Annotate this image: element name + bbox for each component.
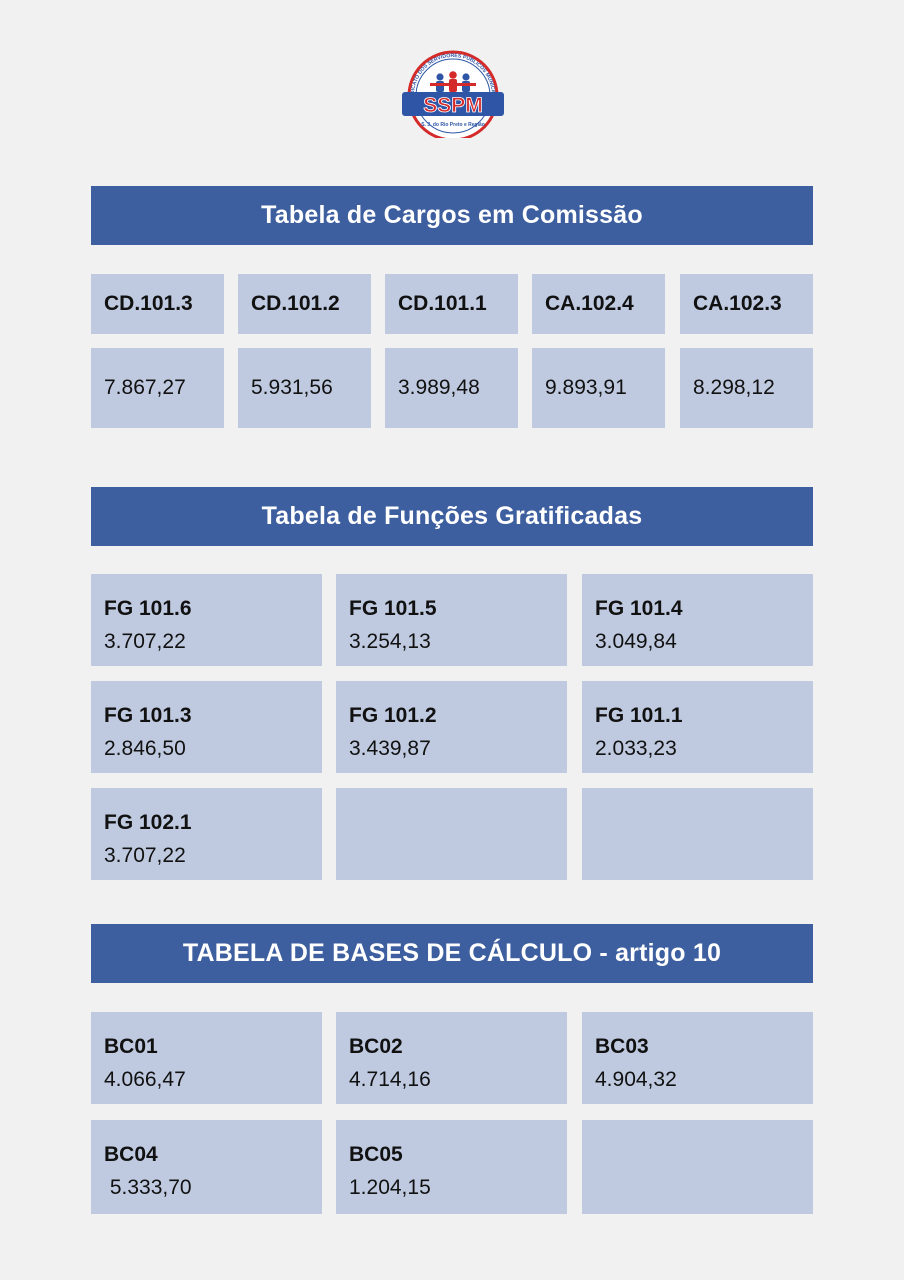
base-code: BC03 [595,1035,649,1058]
cargo-value-cell: 9.893,91 [532,348,665,428]
cargos-header: Tabela de Cargos em Comissão [91,186,813,245]
empty-cell [582,1120,813,1214]
base-cell [336,1012,567,1104]
logo-footer-text: S. J. do Rio Preto e Região [421,122,485,128]
base-value: 5.333,70 [104,1176,192,1199]
funcao-cell [582,681,813,773]
funcao-code: FG 101.1 [595,704,683,727]
funcao-code: FG 101.3 [104,704,192,727]
cargo-code-cell: CD.101.3 [91,274,224,334]
funcao-value: 3.707,22 [104,844,186,867]
funcao-cell [336,681,567,773]
funcao-cell [91,574,322,666]
cargo-code-cell: CA.102.4 [532,274,665,334]
base-value: 4.904,32 [595,1068,677,1091]
cargo-value-cell: 8.298,12 [680,348,813,428]
base-cell [91,1120,322,1214]
base-code: BC04 [104,1143,158,1166]
funcao-code: FG 101.5 [349,597,437,620]
base-cell [336,1120,567,1214]
empty-cell [582,788,813,880]
funcao-value: 3.049,84 [595,630,677,653]
cargo-code-cell: CD.101.2 [238,274,371,334]
funcao-code: FG 101.6 [104,597,192,620]
base-cell [582,1012,813,1104]
base-code: BC01 [104,1035,158,1058]
base-cell [91,1012,322,1104]
funcoes-header: Tabela de Funções Gratificadas [91,487,813,546]
funcao-value: 2.846,50 [104,737,186,760]
base-value: 4.714,16 [349,1068,431,1091]
cargo-code-cell: CA.102.3 [680,274,813,334]
funcao-cell [582,574,813,666]
funcao-cell [336,574,567,666]
funcao-value: 3.439,87 [349,737,431,760]
cargo-code-cell: CD.101.1 [385,274,518,334]
cargo-value-cell: 7.867,27 [91,348,224,428]
funcao-cell [91,788,322,880]
base-code: BC05 [349,1143,403,1166]
funcao-code: FG 101.2 [349,704,437,727]
logo-arc-text: ICATO DOS SERVIDORES PÚBLICOS MUNICI [410,52,496,92]
funcao-value: 3.254,13 [349,630,431,653]
funcao-code: FG 101.4 [595,597,683,620]
funcao-cell [91,681,322,773]
cargo-value-cell: 3.989,48 [385,348,518,428]
funcao-value: 3.707,22 [104,630,186,653]
empty-cell [336,788,567,880]
logo-brand: SSPM [423,94,483,117]
funcao-value: 2.033,23 [595,737,677,760]
cargo-value-cell: 5.931,56 [238,348,371,428]
base-value: 4.066,47 [104,1068,186,1091]
funcao-code: FG 102.1 [104,811,192,834]
base-value: 1.204,15 [349,1176,431,1199]
base-code: BC02 [349,1035,403,1058]
bases-header: TABELA DE BASES DE CÁLCULO - artigo 10 [91,924,813,983]
sspm-logo [400,46,506,138]
